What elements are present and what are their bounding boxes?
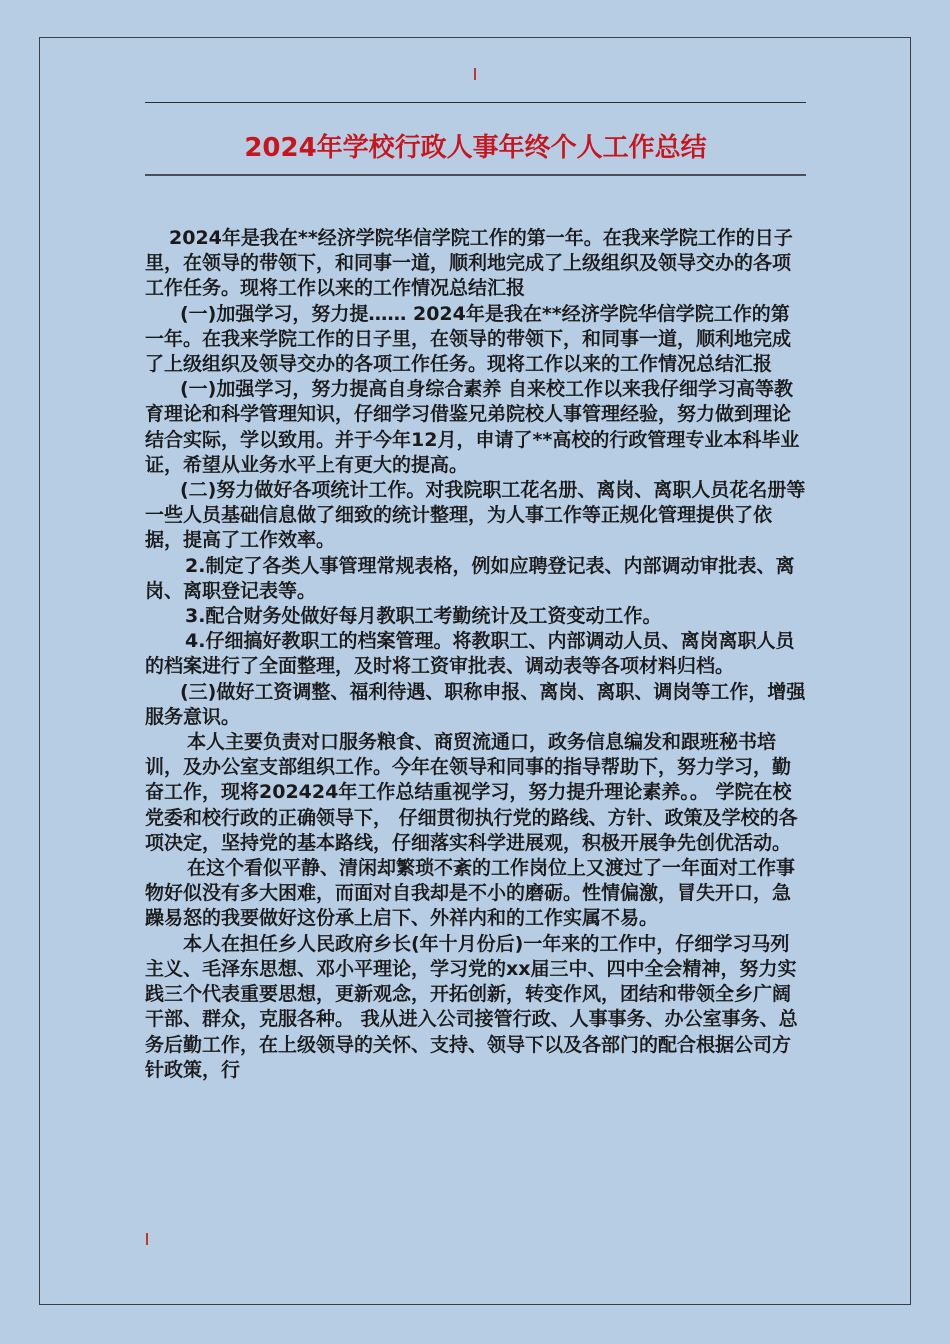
document-body [145,226,806,1083]
paragraph: 2024年是我在**经济学院华信学院工作的第一年。在我来学院工作的日子里，在领导的带领下，和同事一道，顺利地完成了上级组织及领导交办的各项工作任务。现将工作以来的工作情况总结汇报 [145,227,793,300]
paragraph: 本人在担任乡人民政府乡长(年十月份后)一年来的工作中，仔细学习马列主义、毛泽东思想、邓小平理论，学习党的xx届三中、四中全会精神，努力实践三个代表重要思想，更新观念，开拓创新，转变作风，团结和带领全乡广阔干部、群众，克服各种。 我从进入公司接管行政、人事事务、办公室事务、总务后勤工作，在上级领导的关怀、支持、领导下以及各部门的配合根据公司方针政策，行 [145,932,798,1081]
paragraph: 4.仔细搞好教职工的档案管理。将教职工、内部调动人员、离岗离职人员的档案进行了全面整理，及时将工资审批表、调动表等各项材料归档。 [145,630,795,678]
paragraph: (一)加强学习，努力提…… 2024年是我在**经济学院华信学院工作的第一年。在我来学院工作的日子里，在领导的带领下，和同事一道，顺利地完成了上级组织及领导交办的各项工作任务。现将工作以来的工作情况总结汇报 [145,302,792,376]
header-rule [145,102,806,103]
paragraph: 在这个看似平静、清闲却繁琐不紊的工作岗位上又渡过了一年面对工作事物好似没有多大困难，而面对自我却是不小的磨砺。性情偏激，冒失开口，急躁易怒的我要做好这份承上启下、外祥内和的工作实属不易。 [145,857,796,930]
title-underline [145,174,806,176]
paragraph: 本人主要负责对口服务粮食、商贸流通口，政务信息编发和跟班秘书培训，及办公室支部组织工作。今年在领导和同事的指导帮助下，努力学习，勤奋工作，现将202424年工作总结重视学习，努力提升理论素养。。 学院在校党委和校行政的正确领导下， 仔细贯彻执行党的路线、方针、政策及学校的各项决定，坚持党的基本路线，仔细落实科学进展观，积极开展争先创优活动。 [145,731,798,854]
paragraph: (三)做好工资调整、福利待遇、职称申报、离岗、离职、调岗等工作，增强服务意识。 [145,680,806,728]
footer-cursor-mark [146,1233,148,1245]
paragraph: 3.配合财务处做好每月教职工考勤统计及工资变动工作。 [185,605,662,628]
paragraph: (一)加强学习，努力提高自身综合素养 自来校工作以来我仔细学习高等教育理论和科学管理知识，仔细学习借鉴兄弟院校人事管理经验，努力做到理论结合实际，学以致用。并于今年12月，申请了**高校的行政管理专业本科毕业证，希望从业务水平上有更大的提高。 [145,378,800,476]
document-title: 2024年学校行政人事年终个人工作总结 [244,133,707,163]
header-cursor-mark [474,68,476,80]
paragraph: (二)努力做好各项统计工作。对我院职工花名册、离岗、离职人员花名册等一些人员基础信息做了细致的统计整理，为人事工作等正规化管理提供了依据，提高了工作效率。 [145,479,806,552]
paragraph: 2.制定了各类人事管理常规表格，例如应聘登记表、内部调动审批表、离岗、离职登记表等。 [145,554,795,602]
